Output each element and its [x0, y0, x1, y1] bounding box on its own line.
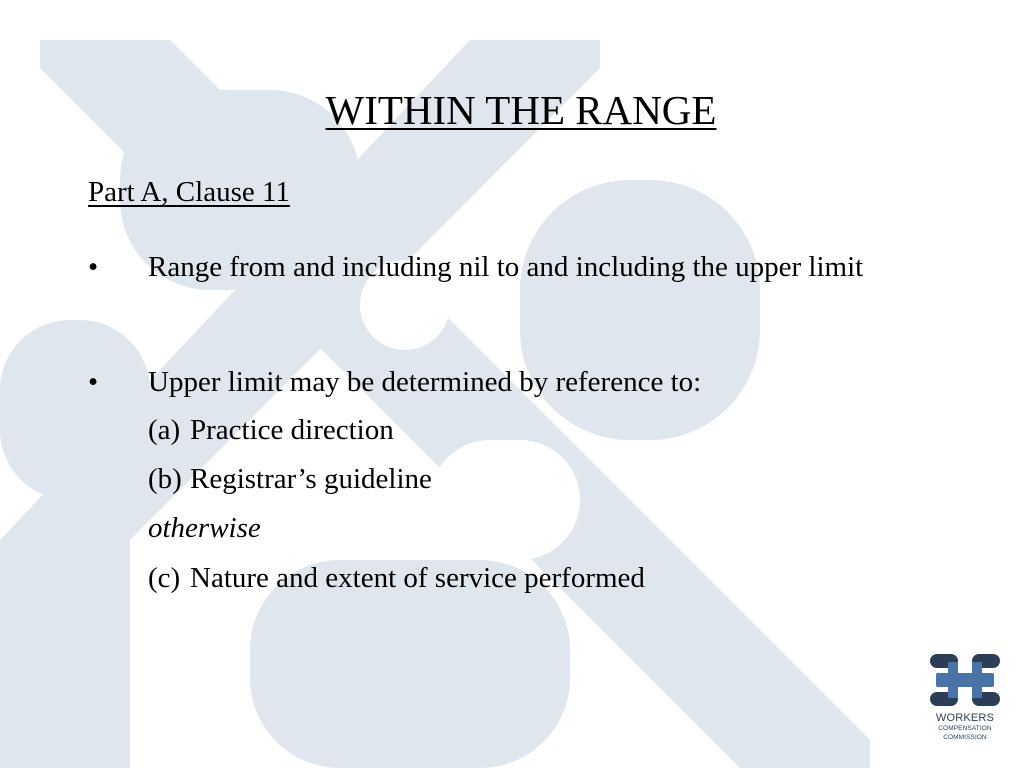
slide-subtitle: Part A, Clause 11	[88, 176, 290, 208]
otherwise-text: otherwise	[148, 512, 261, 544]
sub-item	[148, 410, 394, 450]
bullet-text: Range from and including nil to and including the upper limit	[148, 251, 864, 283]
sub-item	[148, 459, 432, 499]
bullet-text: Upper limit may be determined by reference to:	[148, 366, 702, 398]
logo-text-line: COMMISSION	[943, 734, 987, 741]
slide-title: WITHIN THE RANGE	[325, 87, 717, 133]
bullet-item	[0, 247, 1024, 331]
logo-text-line: COMPENSATION	[938, 725, 992, 732]
sub-item-letter: (a)	[148, 414, 181, 446]
sub-item-text: Nature and extent of service performed	[190, 562, 645, 594]
bullet-marker: •	[88, 366, 99, 398]
sub-item	[148, 558, 645, 598]
sub-item-text: Registrar’s guideline	[190, 463, 432, 495]
sub-item-letter: (b)	[148, 463, 182, 495]
sub-item-text: Practice direction	[190, 414, 394, 446]
logo-mark-icon	[924, 652, 1006, 710]
logo-text-line: WORKERS	[935, 712, 995, 724]
bullet-marker: •	[88, 251, 99, 283]
organization-logo	[924, 652, 1006, 752]
sub-item-letter: (c)	[148, 562, 181, 594]
bullet-item	[0, 362, 1024, 402]
